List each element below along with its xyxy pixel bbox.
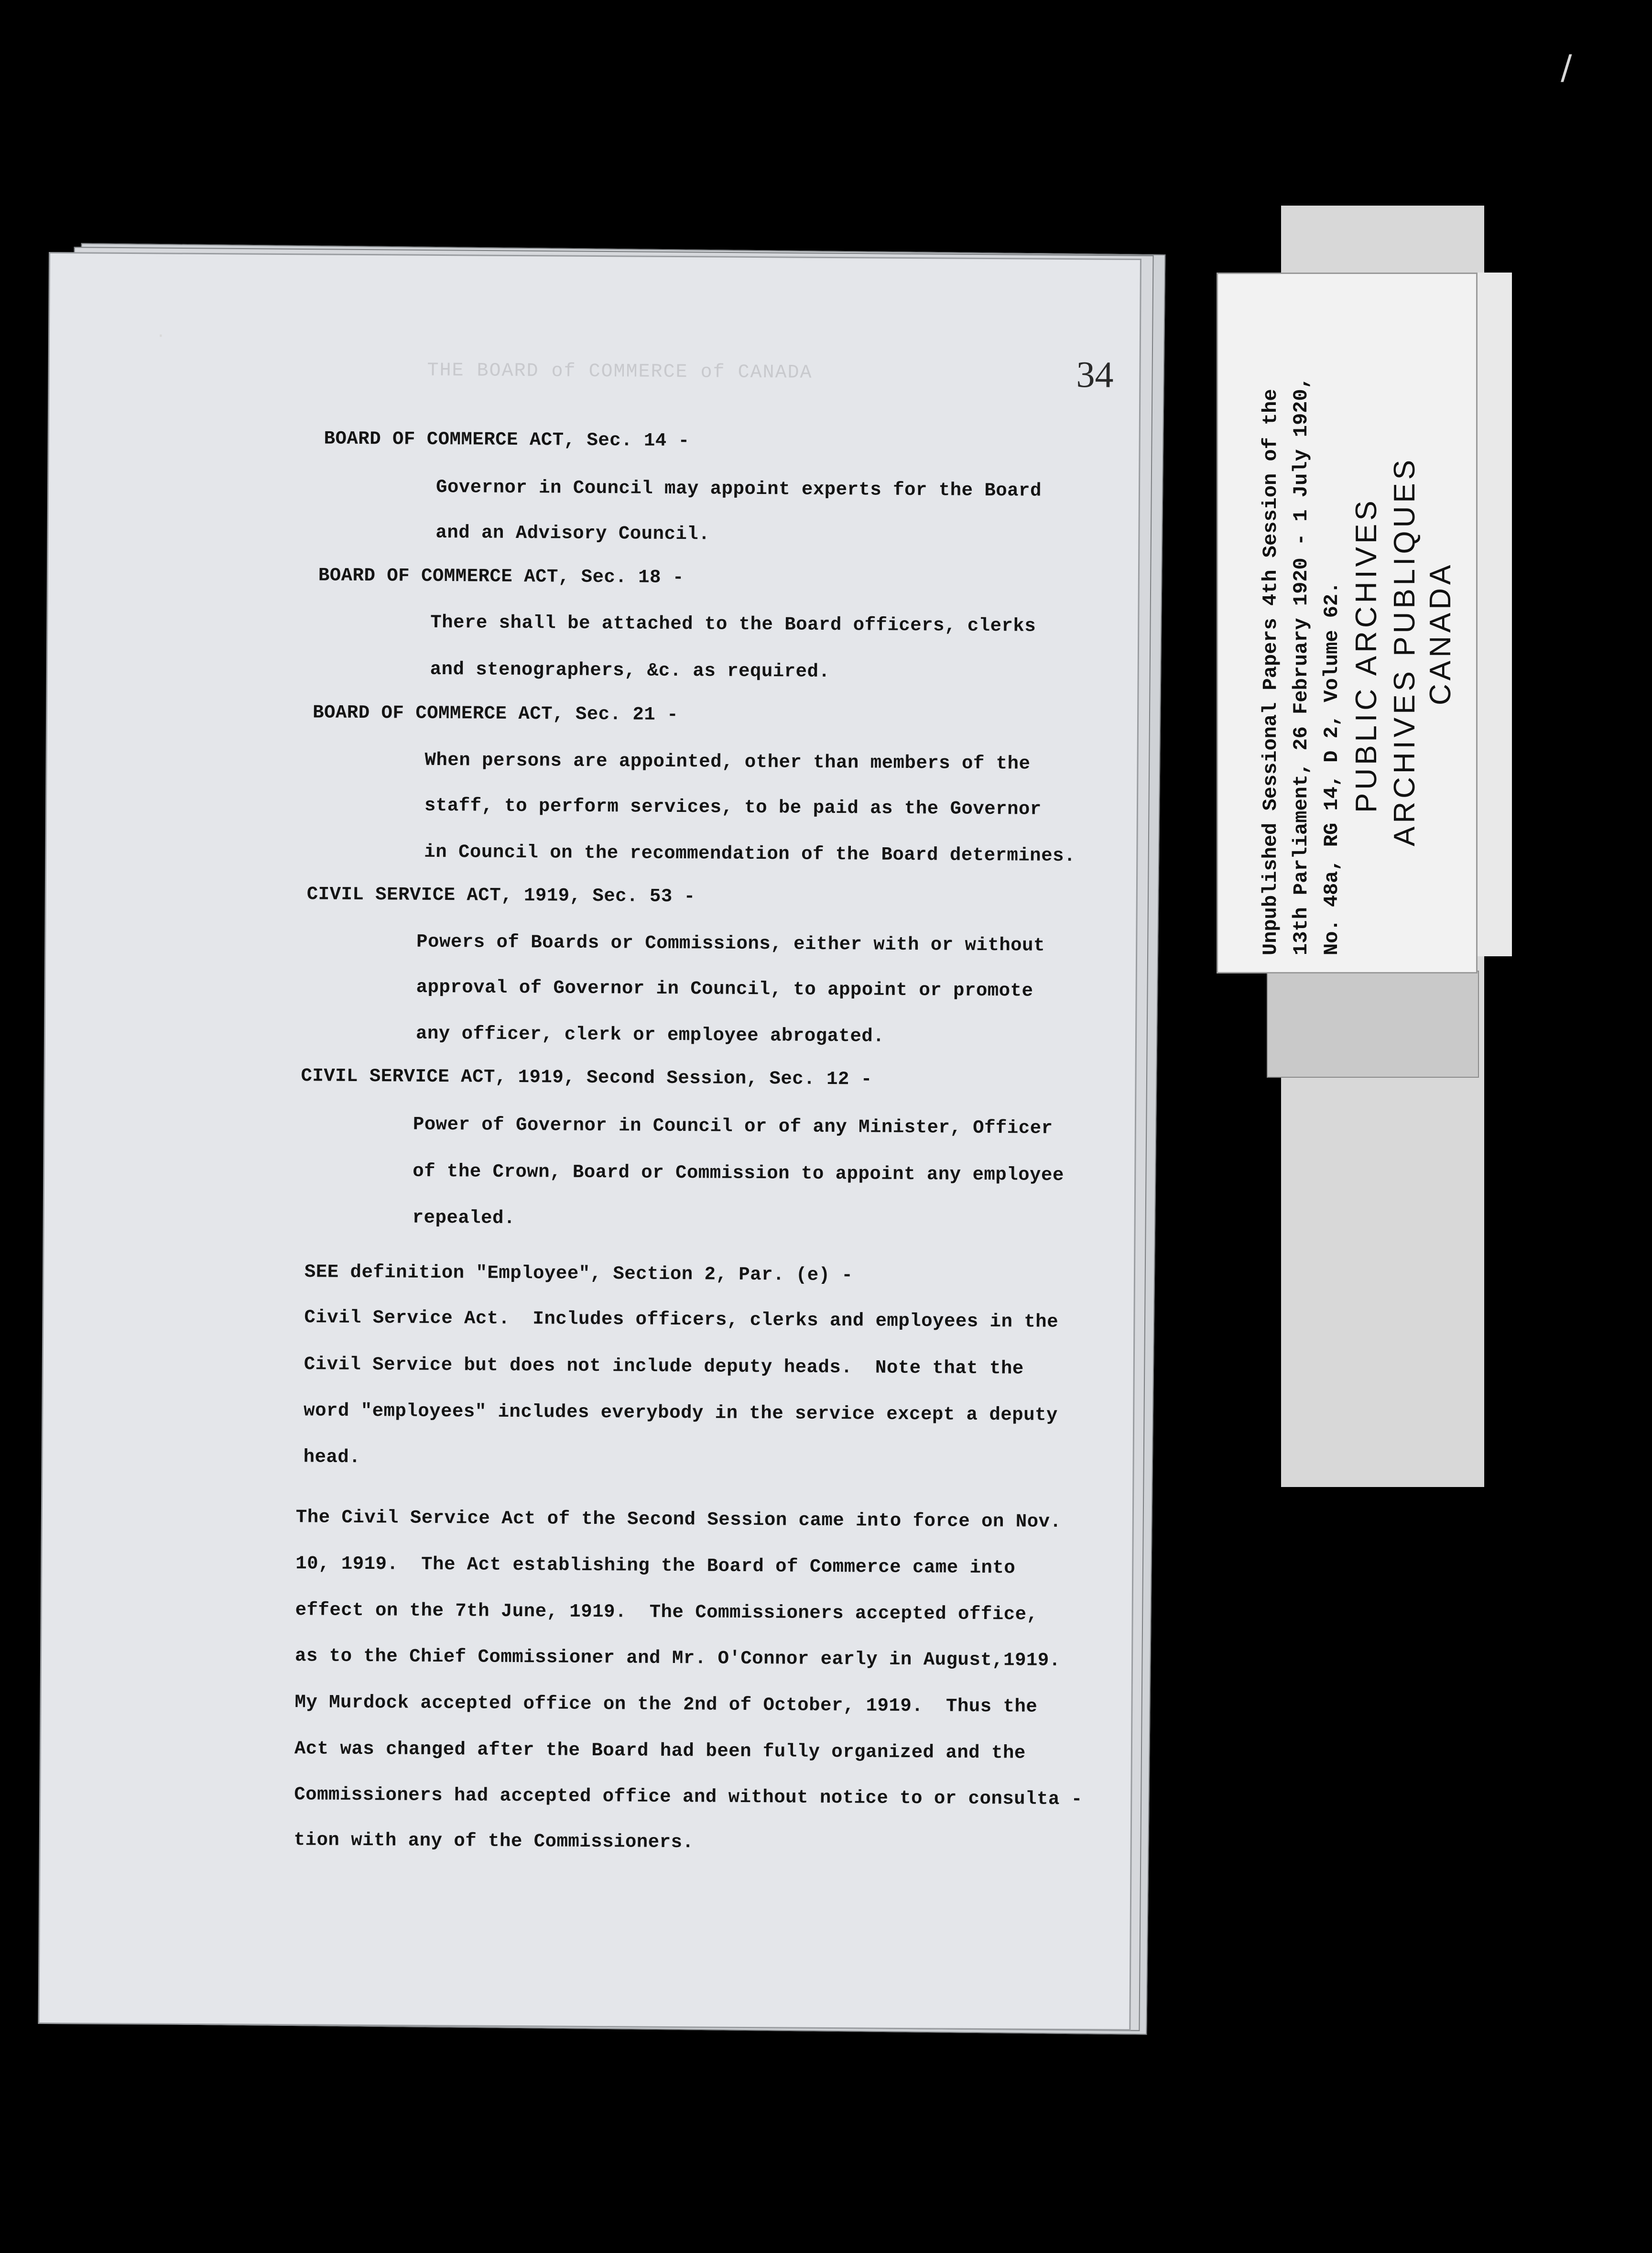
section-text: There shall be attached to the Board officers, clerks [430, 612, 1036, 637]
definition-line: Civil Service but does not include deputy heads. Note that the [304, 1354, 1024, 1379]
paragraph-line: Commissioners had accepted office and without notice to or consulta - [294, 1784, 1083, 1810]
section-text: Power of Governor in Council or of any Minister, Officer [413, 1114, 1053, 1139]
definition-line: head. [303, 1446, 361, 1468]
section-heading: BOARD OF COMMERCE ACT, Sec. 18 - [318, 565, 684, 589]
document-page [39, 253, 1140, 2029]
archives-stamp-line: PUBLIC ARCHIVES [1350, 497, 1383, 813]
section-text: approval of Governor in Council, to appoint or promote [416, 976, 1033, 1002]
bleed-through-header: THE BOARD of COMMERCE of CANADA [427, 360, 813, 384]
section-heading: BOARD OF COMMERCE ACT, Sec. 14 - [324, 428, 690, 452]
archive-citation-line: 13th Parliament, 26 February 1920 - 1 July 1920, [1290, 377, 1313, 955]
archives-stamp-line: CANADA [1424, 561, 1457, 705]
archives-stamp-line: ARCHIVES PUBLIQUES [1388, 456, 1421, 846]
section-text: repealed. [412, 1207, 515, 1229]
section-text: Governor in Council may appoint experts for the Board [435, 476, 1042, 502]
paragraph-line: The Civil Service Act of the Second Session came into force on Nov. [295, 1507, 1062, 1532]
section-text: Powers of Boards or Commissions, either with or without [416, 931, 1045, 956]
paragraph-line: My Murdock accepted office on the 2nd of October, 1919. Thus the [294, 1692, 1038, 1717]
film-speck: / [1561, 48, 1572, 87]
section-heading: BOARD OF COMMERCE ACT, Sec. 21 - [313, 702, 679, 726]
paragraph-line: tion with any of the Commissioners. [293, 1829, 694, 1853]
film-speck: · [158, 325, 164, 347]
definition-line: Civil Service Act. Includes officers, clerks and employees in the [304, 1307, 1059, 1333]
archive-citation-line: No. 48a, RG 14, D 2, Volume 62. [1320, 581, 1343, 955]
section-text: When persons are appointed, other than members of the [424, 749, 1031, 775]
definition-line: SEE definition "Employee", Section 2, Par. (e) - [304, 1261, 853, 1286]
label-tab [1267, 971, 1479, 1078]
label-edge-strip [1475, 273, 1512, 956]
section-text: in Council on the recommendation of the Board determines. [424, 841, 1076, 867]
section-heading: CIVIL SERVICE ACT, 1919, Second Session, Sec. 12 - [301, 1065, 872, 1090]
archive-citation-line: Unpublished Sessional Papers 4th Session of the [1259, 389, 1282, 955]
paragraph-line: Act was changed after the Board had been fully organized and the [294, 1738, 1026, 1764]
paragraph-line: as to the Chief Commissioner and Mr. O'Connor early in August,1919. [294, 1645, 1061, 1671]
section-text: staff, to perform services, to be paid as the Governor [424, 795, 1042, 820]
section-text: and an Advisory Council. [435, 522, 710, 545]
section-text: and stenographers, &c. as required. [430, 658, 830, 682]
page-number: 34 [1076, 353, 1114, 395]
paragraph-line: 10, 1919. The Act establishing the Board of Commerce came into [295, 1553, 1016, 1579]
section-text: of the Crown, Board or Commission to appoint any employee [413, 1160, 1064, 1186]
paragraph-line: effect on the 7th June, 1919. The Commissioners accepted office, [295, 1599, 1038, 1625]
definition-line: word "employees" includes everybody in the service except a deputy [304, 1400, 1058, 1426]
section-heading: CIVIL SERVICE ACT, 1919, Sec. 53 - [306, 884, 696, 908]
section-text: any officer, clerk or employee abrogated. [415, 1023, 885, 1047]
